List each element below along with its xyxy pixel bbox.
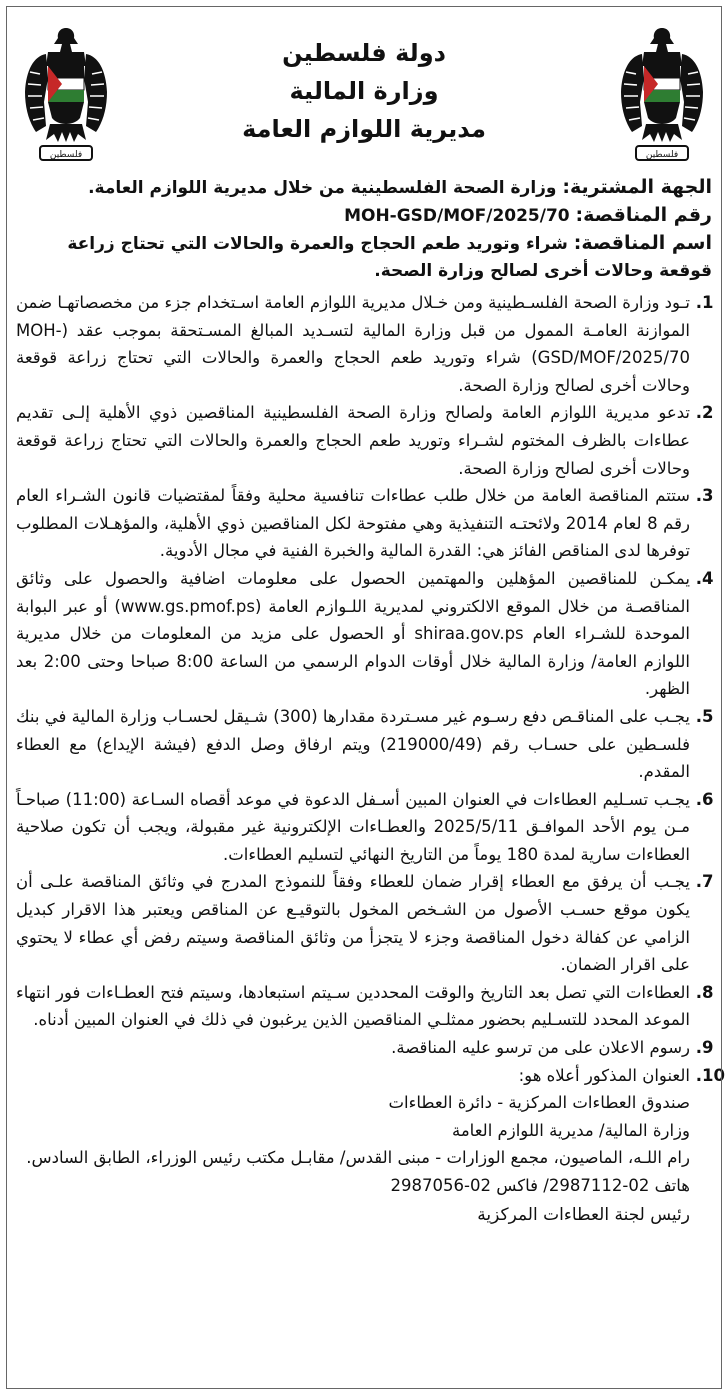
tender-number-value: MOH-GSD/MOF/2025/70 bbox=[344, 206, 570, 226]
directorate-name: مديرية اللوازم العامة bbox=[242, 115, 486, 143]
phone-fax: هاتف 02-2987112/ فاكس 02-2987056 bbox=[390, 1176, 690, 1195]
address-line-1: صندوق العطاءات المركزية - دائرة العطاءات bbox=[388, 1093, 690, 1113]
list-item: 8. العطاءات التي تصل بعد التاريخ والوقت المحددين سـيتم استبعادها، وسيتم فتح العطـاءات فور انتهاء الموعد المحدد للتسـليم بحضور ممثلـي المناقصين الذين يرغبون في ذلك في العنوان المبين أدناه. bbox=[16, 979, 690, 1034]
address-line-2: وزارة المالية/ مديرية اللوازم العامة bbox=[452, 1120, 690, 1140]
list-item: 3. ستتم المناقصة العامة من خلال طلب عطاءات تنافسية محلية وفقاً لمقتضيات قانون الشـراء العام رقم 8 لعام 2014 ولائحتـه التنفيذية وهي مفتوحة لكل المناقصين ذوي الأهلية، والمؤهـلات المطلوب توفرها لدى المناقص الفائز هي: القدرة المالية والخبرة الفنية في مجال الأدوية. bbox=[16, 482, 690, 565]
svg-text:فلسطين: فلسطين bbox=[645, 150, 679, 160]
palestine-eagle-emblem-icon bbox=[612, 22, 712, 172]
tender-name-value: شراء وتوريد طعم الحجاج والعمرة والحالات التي تحتاج زراعة قوقعة وحالات أخرى لصالح وزارة الصحة. bbox=[67, 234, 712, 281]
svg-text:فلسطين: فلسطين bbox=[49, 150, 83, 160]
tender-number-line bbox=[16, 202, 712, 230]
submission-address bbox=[16, 1089, 712, 1229]
list-item: 9. رسوم الاعلان على من ترسو عليه المناقصة. bbox=[16, 1034, 690, 1062]
list-item: 4. يمكـن للمناقصين المؤهلين والمهتمين الحصول على معلومات اضافية والحصول على وثائق المناقصـة من خلال الموقع الالكتروني لمديرية اللـوازم العامة (www.gs.pmof.ps) أو عبر البوابة الموحدة للشـراء العام shiraa.gov.ps أو الحصول على مزيد من المعلومات من خلال مديرية اللوازم العامة/ وزارة المالية خلال أوقات الدوام الرسمي من الساعة 8:00 صباحا وحتى 2:00 بعد الظهر. bbox=[16, 565, 690, 703]
buyer-label: الجهة المشترية: bbox=[562, 176, 712, 198]
ministry-name: وزارة المالية bbox=[289, 77, 439, 105]
tender-meta bbox=[16, 174, 712, 285]
buyer-value: وزارة الصحة الفلسطينية من خلال مديرية اللوازم العامة. bbox=[88, 178, 557, 198]
palestine-eagle-emblem-icon bbox=[16, 22, 116, 172]
list-item: 6. يجـب تسـليم العطاءات في العنوان المبين أسـفل الدعوة في موعد أقصاه السـاعة (11:00) صباحـاً مـن يوم الأحد الموافـق 2025/5/11 والعطـاءات الإلكترونية غير مقبولة، ويجب أن تكون صلاحية العطاءات سارية لمدة 180 يوماً من التاريخ النهائي لتسليم العطاءات. bbox=[16, 786, 690, 869]
signature: رئيس لجنة العطاءات المركزية bbox=[477, 1204, 690, 1225]
list-item: 7. يجـب أن يرفق مع العطاء إقرار ضمان للعطاء وفقاً للنموذج المدرج في وثائق المناقصة علـى أن يكون موقع حسـب الأصول من الشـخص المخول بالتوقيـع عن المناقص ويعتبر هذا الاقرار كبديل الزامي عن كفالة دخول المناقصة وجزء لا يتجزأ من وثائق المناقصة وسيتم رفض أي عطاء لا يحتوي على اقرار الضمان. bbox=[16, 868, 690, 978]
letterhead bbox=[16, 16, 712, 174]
letterhead-titles bbox=[16, 16, 712, 148]
buyer-line bbox=[16, 174, 712, 202]
tender-name-label: اسم المناقصة: bbox=[573, 232, 712, 254]
list-item: 10. العنوان المذكور أعلاه هو: bbox=[16, 1062, 690, 1090]
state-name: دولة فلسطين bbox=[282, 39, 446, 67]
list-item: 5. يجـب على المناقـص دفع رسـوم غير مسـتردة مقدارها (300) شـيقل لحسـاب وزارة المالية في بنك فلسـطين على حسـاب رقم (219000/49) ويتم ارفاق وصل الدفع (فيشة الإيداع) مع العطاء المقدم. bbox=[16, 703, 690, 786]
tender-clauses bbox=[16, 289, 712, 1089]
tender-number-label: رقم المناقصة: bbox=[575, 204, 712, 226]
tender-name-line bbox=[16, 230, 712, 285]
address-line-3: رام اللـه، الماصيون، مجمع الوزارات - مبنى القدس/ مقابـل مكتب رئيس الوزراء، الطابق السادس. bbox=[26, 1148, 690, 1168]
list-item: 1. تـود وزارة الصحة الفلسـطينية ومن خـلال مديرية اللوازم العامة اسـتخدام جزء من مخصصاتهـا ضمن الموازنة العامـة الممول من قبل وزارة المالية لتسـديد المبالغ المسـتحقة بموجب عقد (MOH-GSD/MOF/2025/70) شراء وتوريد طعم الحجاج والعمرة والحالات التي تحتاج زراعة قوقعة وحالات أخرى لصالح وزارة الصحة. bbox=[16, 289, 690, 399]
list-item: 2. تدعو مديرية اللوازم العامة ولصالح وزارة الصحة الفلسطينية المناقصين ذوي الأهلية إلـى تقديم عطاءات بالظرف المختوم لشـراء وتوريد طعم الحجاج والعمرة والحالات التي تحتاج زراعة قوقعة وحالات أخرى لصالح وزارة الصحة. bbox=[16, 399, 690, 482]
